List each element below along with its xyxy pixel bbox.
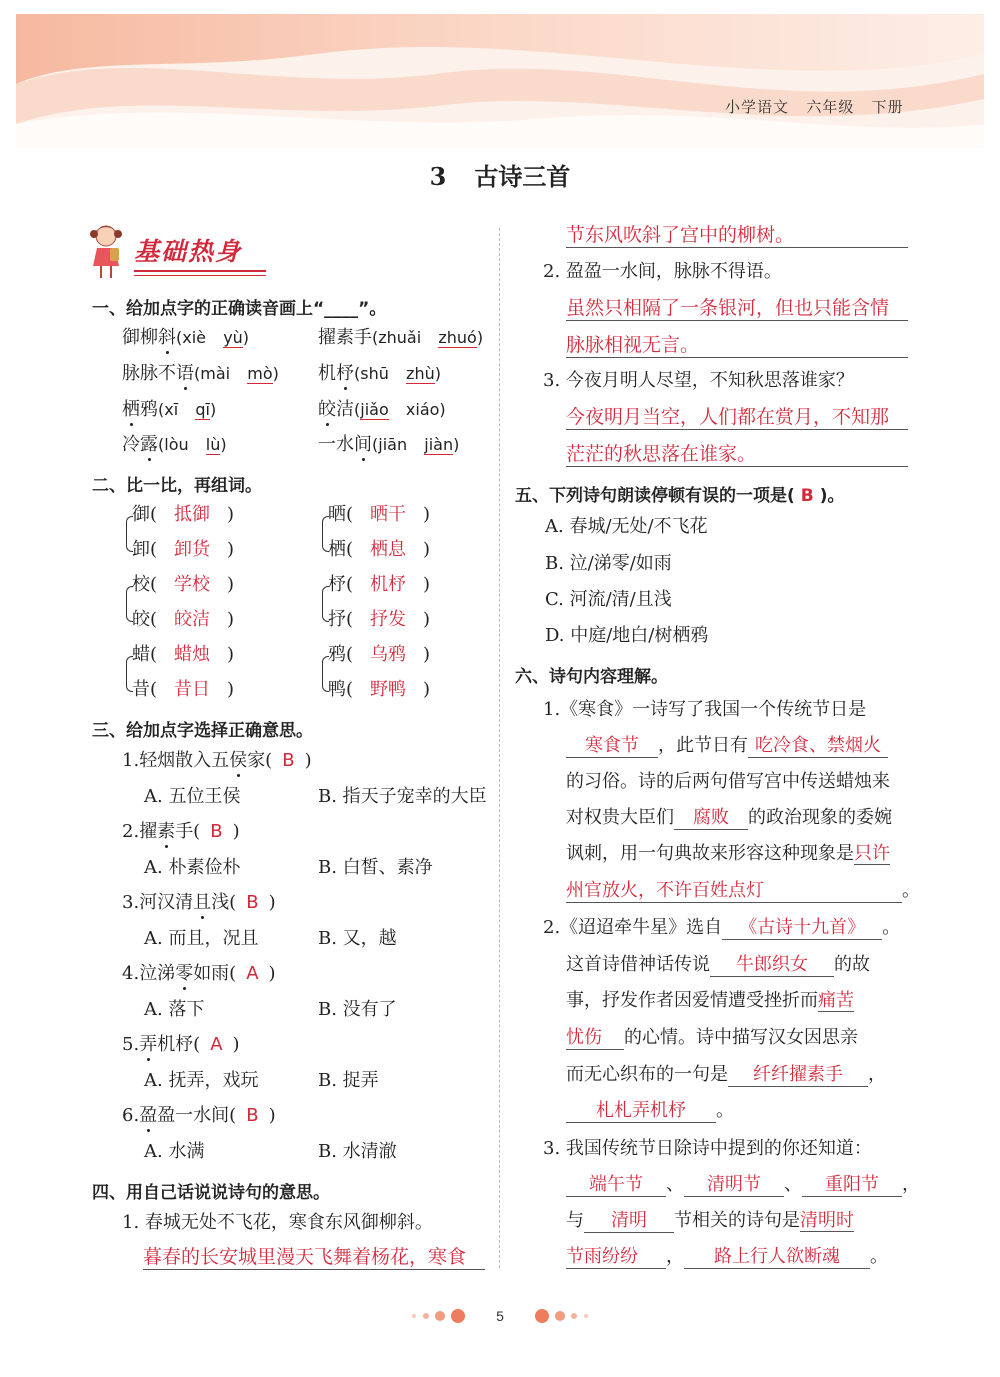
subject: 小学语文	[725, 98, 790, 116]
compare-row	[328, 609, 430, 631]
paren: (	[354, 364, 361, 383]
section-2-heading: 二、比一比，再组词。	[92, 476, 262, 496]
paren: )	[423, 609, 431, 630]
sec6-q3-line2	[566, 1174, 920, 1197]
compare-row	[328, 504, 430, 526]
compare-word: 机杼	[370, 574, 407, 595]
sec6-q2-line4	[566, 1027, 858, 1050]
compare-word: 昔日	[174, 679, 211, 700]
lesson-number: 3	[429, 162, 447, 191]
compare-row	[132, 574, 234, 596]
sec5-option-a: A. 春城/无处/不飞花	[545, 516, 708, 537]
paren: (	[158, 435, 165, 454]
paren: )	[423, 574, 431, 595]
space	[389, 363, 406, 384]
sec6-q2-blank2: 牛郎织女	[710, 954, 834, 977]
sec6-q1-blank4a: 只许	[854, 843, 890, 864]
pinyin-option-2: qī	[195, 400, 210, 419]
sec6-q1-blank3: 腐败	[674, 807, 748, 830]
section-6-heading: 六、诗句内容理解。	[515, 667, 668, 687]
option-a: A. 而且，况且	[144, 928, 259, 949]
sec5-option-d: D. 中庭/地白/树栖鸦	[545, 625, 709, 646]
sec6-q1-line3: 的习俗。诗的后两句借写宫中传送蜡烛来	[566, 771, 890, 792]
sec6-q1-text4: 对权贵大臣们	[566, 807, 674, 828]
question-answer: B	[282, 750, 295, 771]
question-number: 3.	[122, 892, 140, 913]
paren: (	[346, 644, 354, 665]
compare-char: 鸦	[328, 644, 346, 665]
meaning-question	[122, 750, 312, 772]
pinyin-item	[318, 327, 483, 349]
question-dotted-char: 且	[193, 892, 212, 913]
compare-char: 蜡	[132, 644, 150, 665]
paren: (	[354, 400, 361, 419]
paren: (	[346, 504, 354, 525]
paren: )	[434, 364, 441, 383]
meaning-question	[122, 963, 276, 985]
sec6-q2-blank1: 《古诗十九首》	[722, 917, 882, 940]
pinyin-dotted-char: 间	[354, 434, 372, 455]
badge-underline	[134, 270, 266, 272]
option-b: B. 又，越	[318, 928, 397, 949]
sec6-q3-text2: 与	[566, 1210, 584, 1231]
option-b: B. 白皙、素净	[318, 857, 433, 878]
pinyin-option-2: zhuó	[438, 328, 477, 347]
pinyin-option-2: lù	[205, 435, 221, 454]
compare-row	[132, 609, 234, 631]
sec6-q1-line6	[566, 880, 920, 903]
question-text-pre: 河汉清	[139, 892, 194, 913]
sec6-q2-line6	[566, 1100, 734, 1123]
space	[178, 399, 195, 420]
option-a: A. 落下	[144, 999, 205, 1020]
pinyin-option-2: jiàn	[424, 435, 454, 454]
compare-word: 皎洁	[174, 609, 211, 630]
page-title	[0, 157, 1000, 192]
pinyin-word-pre: 冷	[122, 434, 140, 455]
paren: )	[232, 1034, 240, 1055]
volume: 下册	[871, 98, 904, 116]
paren: )	[242, 328, 250, 347]
paren: )	[220, 435, 227, 454]
badge-label: 基础热身	[134, 237, 243, 266]
pinyin-option-2: xiáo	[405, 400, 440, 419]
pinyin-dotted-char: 露	[140, 434, 158, 455]
paren: (	[372, 435, 379, 454]
compare-word: 栖息	[370, 539, 407, 560]
question-dotted-char: 侯	[229, 750, 248, 771]
paren: )	[232, 821, 240, 842]
compare-word: 蜡烛	[174, 644, 211, 665]
sec4-a1-line1: 暮春的长安城里漫天飞舞着杨花，寒食	[143, 1245, 485, 1270]
section-4-heading: 四、用自己话说说诗句的意思。	[92, 1183, 330, 1203]
question-dotted-char: 零	[175, 963, 194, 984]
question-answer: B	[246, 1105, 259, 1126]
pinyin-word-pre: 机	[318, 363, 336, 384]
sec4-q1: 1. 春城无处不飞花，寒食东风御柳斜。	[122, 1212, 433, 1233]
sec6-q3-line3	[566, 1210, 854, 1233]
compare-char: 晒	[328, 504, 346, 525]
pinyin-item	[122, 399, 216, 421]
paren: (	[150, 644, 158, 665]
sec6-q2-text1: 2.《迢迢牵牛星》选自	[543, 917, 723, 938]
pinyin-dotted-char: 斜	[158, 327, 176, 348]
paren: (	[150, 679, 158, 700]
compare-char: 鸭	[328, 679, 346, 700]
question-number: 2.	[122, 821, 140, 842]
compare-char: 昔	[132, 679, 150, 700]
pinyin-option-1: xiè	[182, 328, 207, 347]
meaning-question	[122, 892, 276, 914]
sec6-q1-blank2: 吃冷食、禁烟火	[748, 735, 888, 758]
option-b: B. 水清澈	[318, 1141, 397, 1162]
page-dots	[410, 1303, 590, 1329]
compare-row	[328, 574, 430, 596]
question-text-post: 盈一水间(	[157, 1105, 237, 1126]
pinyin-option-2: mò	[247, 364, 273, 383]
pinyin-option-1: xī	[164, 400, 179, 419]
sec6-q1-text7: 。	[902, 880, 920, 901]
paren: )	[209, 400, 217, 419]
sec6-q2-text8: ，	[868, 1064, 886, 1085]
sec6-q2-blank3b: 忧伤	[566, 1027, 624, 1050]
compare-char: 校	[132, 574, 150, 595]
paren: (	[346, 574, 354, 595]
paren: (	[158, 400, 165, 419]
sec6-q2-text5: 事，抒发作者因爱情遭受挫折而	[566, 990, 818, 1011]
header-info	[725, 96, 904, 117]
meaning-question	[122, 1034, 240, 1056]
question-dotted-char: 素	[157, 821, 176, 842]
pinyin-option-1: lòu	[164, 435, 189, 454]
sec6-q3-blank2: 清明节	[684, 1174, 784, 1197]
sec5-option-c: C. 河流/清/且浅	[545, 589, 672, 610]
pinyin-option-1: jiǎo	[360, 400, 389, 419]
option-a: A. 五位王侯	[144, 786, 241, 807]
paren: )	[439, 400, 446, 419]
sec6-q2-line2	[566, 954, 870, 977]
sec4-q2: 2. 盈盈一水间，脉脉不得语。	[543, 261, 782, 282]
question-answer: A	[246, 963, 259, 984]
compare-row	[328, 644, 430, 666]
space	[230, 363, 247, 384]
space	[206, 327, 223, 348]
paren: (	[194, 364, 201, 383]
page-footer	[0, 1303, 1000, 1329]
sec6-q2-text4: 的故	[834, 954, 870, 975]
question-text-post: 家(	[247, 750, 273, 771]
paren: (	[150, 504, 158, 525]
section-3-heading: 三、给加点字选择正确意思。	[92, 721, 313, 741]
sec5-tail: )。	[819, 486, 845, 506]
compare-char: 抒	[328, 609, 346, 630]
sec6-q1-line2	[566, 735, 888, 758]
paren: )	[272, 364, 279, 383]
pinyin-option-1: jiān	[378, 435, 408, 454]
sec6-q2-text9: 。	[716, 1100, 734, 1121]
page-number: 5	[496, 1308, 504, 1324]
paren: (	[346, 679, 354, 700]
compare-word: 野鸭	[370, 679, 407, 700]
sec6-q2-text6: 的心情。诗中描写汉女因思亲	[624, 1027, 858, 1048]
sec6-q3-blank5a: 清明时	[800, 1210, 854, 1231]
sec6-q2-text3: 这首诗借神话传说	[566, 954, 710, 975]
paren: )	[227, 679, 235, 700]
sec6-q2-blank3a: 痛苦	[818, 990, 854, 1011]
paren: )	[227, 574, 235, 595]
pinyin-option-2: zhù	[406, 364, 435, 383]
compare-word: 晒干	[370, 504, 407, 525]
compare-word: 抒发	[370, 609, 407, 630]
pinyin-word-post: 鸦	[140, 399, 158, 420]
paren: (	[372, 328, 379, 347]
sec6-q3-sep2: 、	[784, 1174, 802, 1195]
sec6-q2-blank4: 纤纤擢素手	[728, 1064, 868, 1087]
question-text-pre: 轻烟散入五	[139, 750, 230, 771]
pinyin-option-1: shū	[360, 364, 389, 383]
question-text-post: 手(	[175, 821, 201, 842]
compare-char: 御	[132, 504, 150, 525]
paren: )	[268, 963, 276, 984]
compare-row	[328, 679, 430, 701]
sec6-q3-blank5b: 节雨纷纷	[566, 1246, 666, 1269]
sec6-q3-line4	[566, 1246, 888, 1269]
pinyin-option-1: mài	[200, 364, 231, 383]
sec6-q1-text5: 的政治现象的委婉	[748, 807, 892, 828]
sec4-a3-line1: 今夜明月当空，人们都在赏月，不知那	[566, 405, 908, 430]
paren: )	[423, 504, 431, 525]
sec6-q3-text4: 。	[870, 1246, 888, 1267]
sec6-q3-blank4: 清明	[584, 1210, 674, 1233]
compare-char: 皎	[132, 609, 150, 630]
sec6-q2-blank5: 札札弄机杼	[566, 1100, 716, 1123]
pinyin-dotted-char: 杼	[336, 363, 354, 384]
sec6-q3-sep1: 、	[666, 1174, 684, 1195]
sec4-a2-line1: 虽然只相隔了一条银河，但也只能含情	[566, 296, 908, 321]
pinyin-item	[122, 434, 227, 456]
girl-icon	[86, 222, 126, 280]
pinyin-word-pre: 御柳	[122, 327, 158, 348]
option-a: A. 抚弄，戏玩	[144, 1070, 259, 1091]
paren: )	[476, 328, 484, 347]
pinyin-word-pre: 一水	[318, 434, 354, 455]
column-divider	[499, 228, 500, 1268]
paren: )	[423, 679, 431, 700]
paren: )	[227, 504, 235, 525]
paren: )	[227, 644, 235, 665]
paren: )	[268, 1105, 276, 1126]
badge-underline-2	[134, 275, 266, 276]
question-text-pre: 擢	[139, 821, 158, 842]
sec6-q1-text2: ，此节日有	[658, 735, 748, 756]
section-badge	[86, 222, 271, 282]
sec5-heading-text: 五、下列诗句朗读停顿有误的一项是(	[515, 486, 795, 506]
sec4-a3-line2: 茫茫的秋思落在谁家。	[566, 442, 908, 467]
pinyin-dotted-char: 语	[176, 363, 194, 384]
option-b: B. 指天子宠幸的大臣	[318, 786, 487, 807]
paren: (	[176, 328, 183, 347]
space	[421, 327, 438, 348]
sec6-q3-line1: 3. 我国传统节日除诗中提到的你还知道：	[543, 1138, 872, 1159]
space	[389, 399, 406, 420]
sec6-q3-blank3: 重阳节	[802, 1174, 902, 1197]
paren: (	[150, 539, 158, 560]
pinyin-item	[318, 434, 459, 456]
sec5-answer: B	[800, 486, 814, 506]
sec6-q3-sep4: ，	[666, 1246, 684, 1267]
sec6-q3-text3: 节相关的诗句是	[674, 1210, 800, 1231]
sec5-option-b: B. 泣/涕零/如雨	[545, 553, 672, 574]
paren: )	[227, 609, 235, 630]
section-5-heading	[515, 481, 845, 506]
option-a: A. 朴素俭朴	[144, 857, 241, 878]
sec6-q2-text7: 而无心织布的一句是	[566, 1064, 728, 1085]
compare-word: 卸货	[174, 539, 211, 560]
question-dotted-char: 弄	[139, 1034, 158, 1055]
sec4-q3: 3. 今夜月明人尽望，不知秋思落谁家？	[543, 370, 854, 391]
pinyin-word-pre: 脉脉不	[122, 363, 176, 384]
question-answer: B	[246, 892, 259, 913]
pinyin-dotted-char: 皎	[318, 399, 336, 420]
question-text-post: 如雨(	[193, 963, 237, 984]
question-number: 1.	[122, 750, 140, 771]
sec6-q3-blank1: 端午节	[566, 1174, 666, 1197]
sec6-q2-line3	[566, 990, 854, 1012]
compare-char: 杼	[328, 574, 346, 595]
compare-row	[132, 504, 234, 526]
lesson-title: 古诗三首	[474, 162, 571, 191]
sec4-a1-line2: 节东风吹斜了宫中的柳树。	[566, 223, 908, 248]
question-text-post: 浅(	[211, 892, 237, 913]
compare-char: 栖	[328, 539, 346, 560]
question-text-pre: 泣涕	[139, 963, 176, 984]
paren: )	[423, 539, 431, 560]
sec4-a2-line2: 脉脉相视无言。	[566, 333, 908, 358]
meaning-question	[122, 821, 240, 843]
compare-char: 卸	[132, 539, 150, 560]
section-1-heading: 一、给加点字的正确读音画上“____”。	[92, 299, 387, 319]
compare-word: 抵御	[174, 504, 211, 525]
option-a: A. 水满	[144, 1141, 205, 1162]
header-banner	[16, 14, 984, 148]
question-answer: A	[210, 1034, 223, 1055]
paren: )	[268, 892, 276, 913]
sec6-q1-line5	[566, 843, 890, 865]
compare-row	[328, 539, 430, 561]
space	[407, 434, 424, 455]
sec6-q1-blank4b: 州官放火，不许百姓点灯	[566, 880, 902, 903]
sec6-q1-line4	[566, 807, 892, 830]
pinyin-option-1: zhuǎi	[378, 328, 422, 347]
sec6-q2-line1	[543, 917, 900, 940]
sec6-q3-sep3: ，	[902, 1174, 920, 1195]
compare-word: 学校	[174, 574, 211, 595]
pinyin-item	[122, 363, 279, 385]
compare-row	[132, 644, 234, 666]
option-b: B. 没有了	[318, 999, 397, 1020]
pinyin-item	[318, 363, 441, 385]
compare-word: 乌鸦	[370, 644, 407, 665]
paren: )	[304, 750, 312, 771]
sec6-q1-blank1: 寒食节	[566, 735, 658, 758]
question-number: 4.	[122, 963, 140, 984]
paren: (	[346, 539, 354, 560]
paren: (	[346, 609, 354, 630]
sec6-q1-line1: 1.《寒食》一诗写了我国一个传统节日是	[543, 699, 867, 720]
sec6-q2-line5	[566, 1064, 886, 1087]
paren: (	[150, 609, 158, 630]
paren: )	[423, 644, 431, 665]
pinyin-word-pre: 擢素手	[318, 327, 372, 348]
question-dotted-char: 盈	[139, 1105, 158, 1126]
meaning-question	[122, 1105, 276, 1127]
paren: )	[453, 435, 460, 454]
sec6-q2-text2: 。	[882, 917, 901, 938]
compare-row	[132, 679, 234, 701]
compare-row	[132, 539, 234, 561]
grade: 六年级	[806, 98, 855, 116]
question-number: 5.	[122, 1034, 140, 1055]
pinyin-item	[122, 327, 249, 349]
sec6-q3-blank6: 路上行人欲断魂	[684, 1246, 870, 1269]
question-answer: B	[210, 821, 223, 842]
option-b: B. 捉弄	[318, 1070, 379, 1091]
pinyin-item	[318, 399, 446, 421]
pinyin-word-post: 洁	[336, 399, 354, 420]
paren: (	[150, 574, 158, 595]
question-text-post: 机杼(	[157, 1034, 201, 1055]
sec6-q1-text6: 讽刺，用一句典故来形容这种现象是	[566, 843, 854, 864]
pinyin-dotted-char: 栖	[122, 399, 140, 420]
question-number: 6.	[122, 1105, 140, 1126]
pinyin-option-2: yù	[223, 328, 243, 347]
space	[189, 434, 206, 455]
paren: )	[227, 539, 235, 560]
